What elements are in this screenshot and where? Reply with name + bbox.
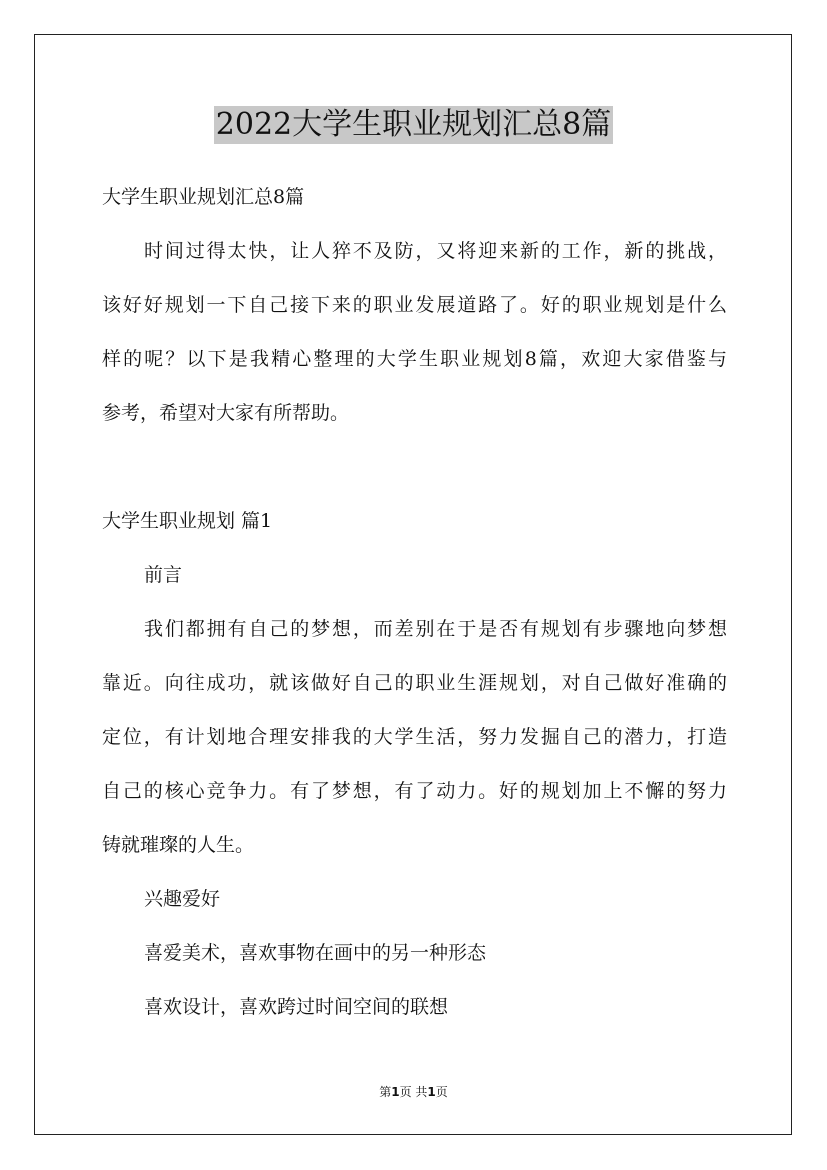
hobby-item: 喜欢设计，喜欢跨过时间空间的联想 — [144, 996, 449, 1018]
page-mid: 页 共 — [399, 1085, 428, 1099]
document-body — [102, 170, 727, 1034]
page-footer — [0, 1084, 827, 1100]
preface-line: 自己的核心竞争力。有了梦想，有了动力。好的规划加上不懈的努力 — [102, 780, 727, 802]
page-current: 1 — [391, 1085, 400, 1099]
page-total: 1 — [427, 1085, 436, 1099]
intro-line: 该好好规划一下自己接下来的职业发展道路了。好的职业规划是什么 — [102, 294, 727, 316]
preface-line: 铸就璀璨的人生。 — [102, 834, 255, 856]
preface-line: 我们都拥有自己的梦想，而差别在于是否有规划有步骤地向梦想 — [144, 618, 727, 640]
preface-label: 前言 — [144, 564, 183, 586]
intro-line: 参考，希望对大家有所帮助。 — [102, 402, 350, 424]
paragraph-gap — [102, 440, 727, 494]
document-title — [0, 104, 827, 144]
document-title-text: 2022大学生职业规划汇总8篇 — [215, 107, 612, 142]
section-heading: 大学生职业规划 篇1 — [102, 510, 273, 532]
intro-line: 时间过得太快，让人猝不及防，又将迎来新的工作，新的挑战， — [144, 240, 727, 262]
hobby-label: 兴趣爱好 — [144, 888, 221, 910]
preface-line: 靠近。向往成功，就该做好自己的职业生涯规划，对自己做好准确的 — [102, 672, 727, 694]
preface-line: 定位，有计划地合理安排我的大学生活，努力发掘自己的潜力，打造 — [102, 726, 727, 748]
hobby-item: 喜爱美术，喜欢事物在画中的另一种形态 — [144, 942, 487, 964]
document-subtitle: 大学生职业规划汇总8篇 — [102, 186, 305, 208]
intro-line: 样的呢？以下是我精心整理的大学生职业规划8篇，欢迎大家借鉴与 — [102, 348, 727, 370]
page-prefix: 第 — [379, 1085, 392, 1099]
page-suffix: 页 — [435, 1085, 448, 1099]
